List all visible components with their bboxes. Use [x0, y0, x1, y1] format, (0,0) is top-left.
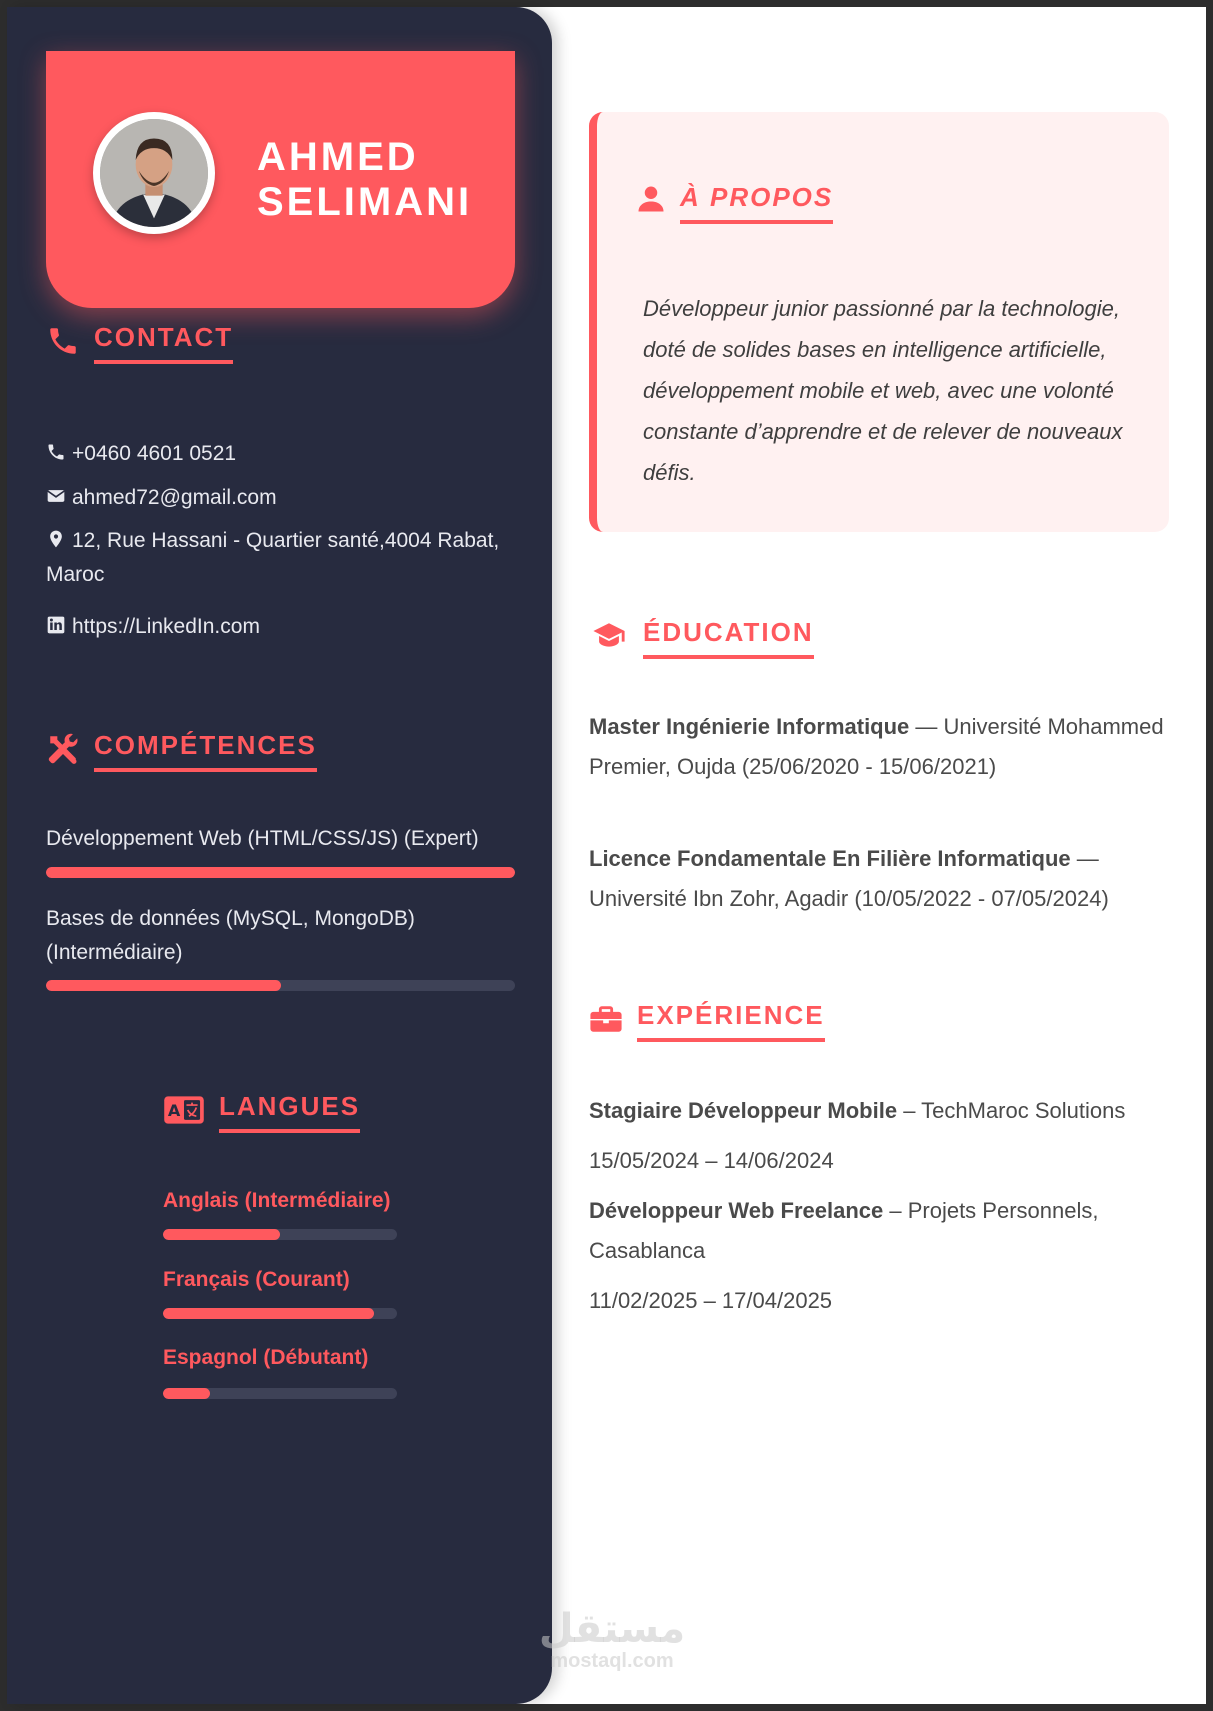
linkedin-text: https://LinkedIn.com	[72, 615, 260, 638]
skill-label: Développement Web (HTML/CSS/JS) (Expert)	[46, 827, 479, 850]
map-marker-icon	[46, 529, 66, 549]
contact-email[interactable]	[46, 481, 516, 515]
education-heading	[589, 617, 814, 659]
contact-address	[46, 524, 516, 592]
resume-page	[7, 7, 1206, 1704]
about-title: À PROPOS	[680, 182, 833, 224]
language-bar	[163, 1229, 397, 1240]
user-icon	[636, 184, 666, 214]
contact-title: CONTACT	[94, 322, 233, 364]
language-bar-fill	[163, 1229, 280, 1240]
skills-title: COMPÉTENCES	[94, 730, 317, 772]
about-text: Développeur junior passionné par la technologie, doté de solides bases en intelligence artificielle, développement mobile et web, avec une volonté constante d’apprendre et de relever de nouveaux défis.	[643, 296, 1123, 485]
education-entry	[589, 839, 1179, 919]
experience-title: EXPÉRIENCE	[637, 1000, 825, 1042]
experience-role: Développeur Web Freelance	[589, 1198, 884, 1223]
phone-icon	[46, 442, 66, 462]
education-entry	[589, 707, 1179, 787]
experience-entry	[589, 1191, 1179, 1321]
language-bar-fill	[163, 1308, 374, 1319]
education-degree: Master Ingénierie Informatique	[589, 714, 910, 739]
address-text: 12, Rue Hassani - Quartier santé,4004 Rabat, Maroc	[46, 529, 500, 586]
email-text: ahmed72@gmail.com	[72, 486, 277, 509]
linkedin-icon	[46, 615, 66, 635]
contact-phone[interactable]	[46, 437, 516, 471]
sidebar	[7, 7, 552, 1704]
skill-bar	[46, 980, 515, 991]
contact-linkedin[interactable]	[46, 610, 516, 644]
experience-dates: 15/05/2024 – 14/06/2024	[589, 1148, 834, 1173]
language-label: Espagnol (Débutant)	[163, 1346, 369, 1369]
last-name: SELIMANI	[257, 180, 473, 224]
experience-company: – TechMaroc Solutions	[897, 1098, 1126, 1123]
profile-header	[46, 51, 515, 308]
skill-bar	[46, 867, 515, 878]
tools-icon	[46, 732, 80, 766]
watermark	[532, 1607, 692, 1671]
experience-heading	[589, 1000, 825, 1042]
about-section	[589, 112, 1169, 532]
language-bar	[163, 1308, 397, 1319]
language-label: Anglais (Intermédiaire)	[163, 1189, 391, 1212]
profile-name	[257, 135, 507, 225]
first-name: AHMED	[257, 135, 419, 179]
language-label: Français (Courant)	[163, 1268, 350, 1291]
education-details: — Université Ibn Zohr, Agadir (10/05/2022 - 07/05/2024)	[589, 846, 1109, 911]
education-title: ÉDUCATION	[643, 617, 814, 659]
experience-role: Stagiaire Développeur Mobile	[589, 1098, 898, 1123]
education-details: — Université Mohammed Premier, Oujda (25/06/2020 - 15/06/2021)	[589, 714, 1164, 779]
phone-icon	[46, 324, 80, 358]
phone-text: +0460 4601 0521	[72, 442, 237, 465]
education-degree: Licence Fondamentale En Filière Informatique	[589, 846, 1071, 871]
avatar-icon	[100, 119, 208, 227]
language-bar-fill	[163, 1388, 210, 1399]
experience-company: – Projets Personnels, Casablanca	[589, 1198, 1099, 1263]
profile-photo	[93, 112, 215, 234]
experience-dates: 11/02/2025 – 17/04/2025	[589, 1288, 833, 1313]
briefcase-icon	[589, 1002, 623, 1036]
languages-heading	[163, 1091, 360, 1133]
graduation-cap-icon	[589, 619, 629, 653]
languages-title: LANGUES	[219, 1091, 360, 1133]
watermark-latin: mostaql.com	[550, 1650, 674, 1672]
skill-bar-fill	[46, 867, 515, 878]
contact-heading	[46, 322, 233, 364]
skills-heading	[46, 730, 317, 772]
language-bar	[163, 1388, 397, 1399]
skill-label: Bases de données (MySQL, MongoDB) (Intermédiaire)	[46, 907, 415, 964]
language-icon	[163, 1093, 205, 1127]
envelope-icon	[46, 486, 66, 506]
watermark-arabic: مستقل	[538, 1607, 686, 1651]
about-heading	[636, 182, 833, 224]
experience-entry	[589, 1091, 1179, 1181]
svg-text:A: A	[167, 1101, 181, 1121]
skill-bar-fill	[46, 980, 281, 991]
